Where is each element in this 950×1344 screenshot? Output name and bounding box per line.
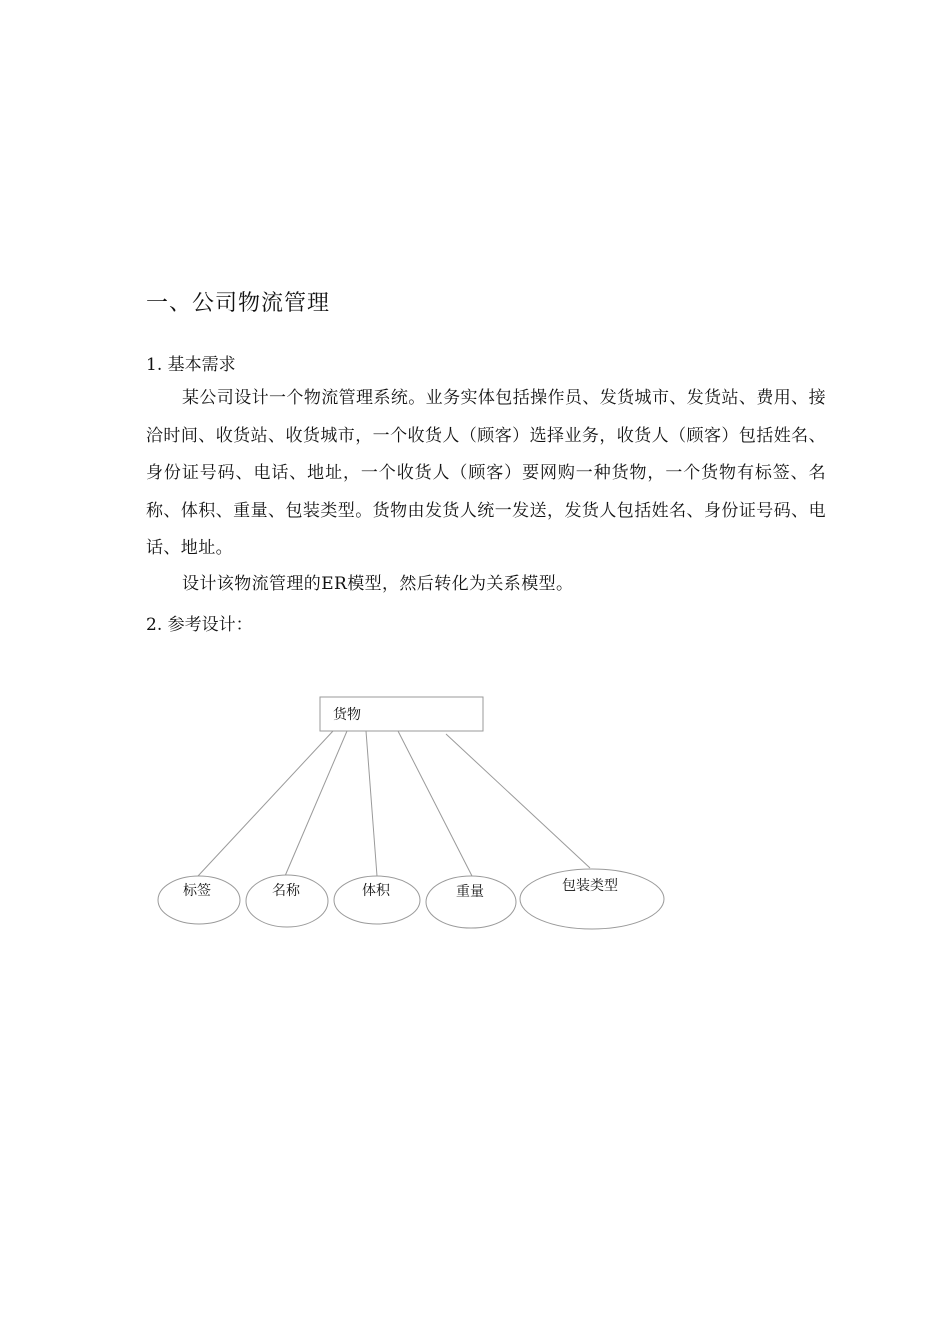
requirements-paragraph: 某公司设计一个物流管理系统。业务实体包括操作员、发货城市、发货站、费用、接洽时间、收货站、收货城市，一个收货人（顾客）选择业务，收货人（顾客）包括姓名、身份证号码、电话、地址，一个收货人（顾客）要网购一种货物，一个货物有标签、名称、体积、重量、包装类型。货物由发货人统一发送，发货人包括姓名、身份证号码、电话、地址。	[146, 388, 826, 558]
attribute-label: 名称	[272, 883, 300, 899]
attribute-label: 体积	[362, 883, 390, 899]
attribute-label: 重量	[456, 884, 484, 900]
attribute-label: 包装类型	[562, 878, 618, 894]
reference-heading: 2. 参考设计：	[146, 615, 253, 635]
connector-line	[446, 734, 590, 868]
section-title: 一、公司物流管理	[146, 291, 331, 316]
task-paragraph: 设计该物流管理的ER模型，然后转化为关系模型。	[182, 574, 574, 594]
attribute-label: 标签	[183, 883, 211, 899]
connector-line	[366, 731, 377, 876]
entity-label: 货物	[333, 707, 361, 723]
connector-line	[198, 731, 333, 876]
connector-line	[398, 731, 472, 876]
requirements-heading: 1. 基本需求	[146, 355, 236, 375]
connector-line	[285, 731, 347, 876]
